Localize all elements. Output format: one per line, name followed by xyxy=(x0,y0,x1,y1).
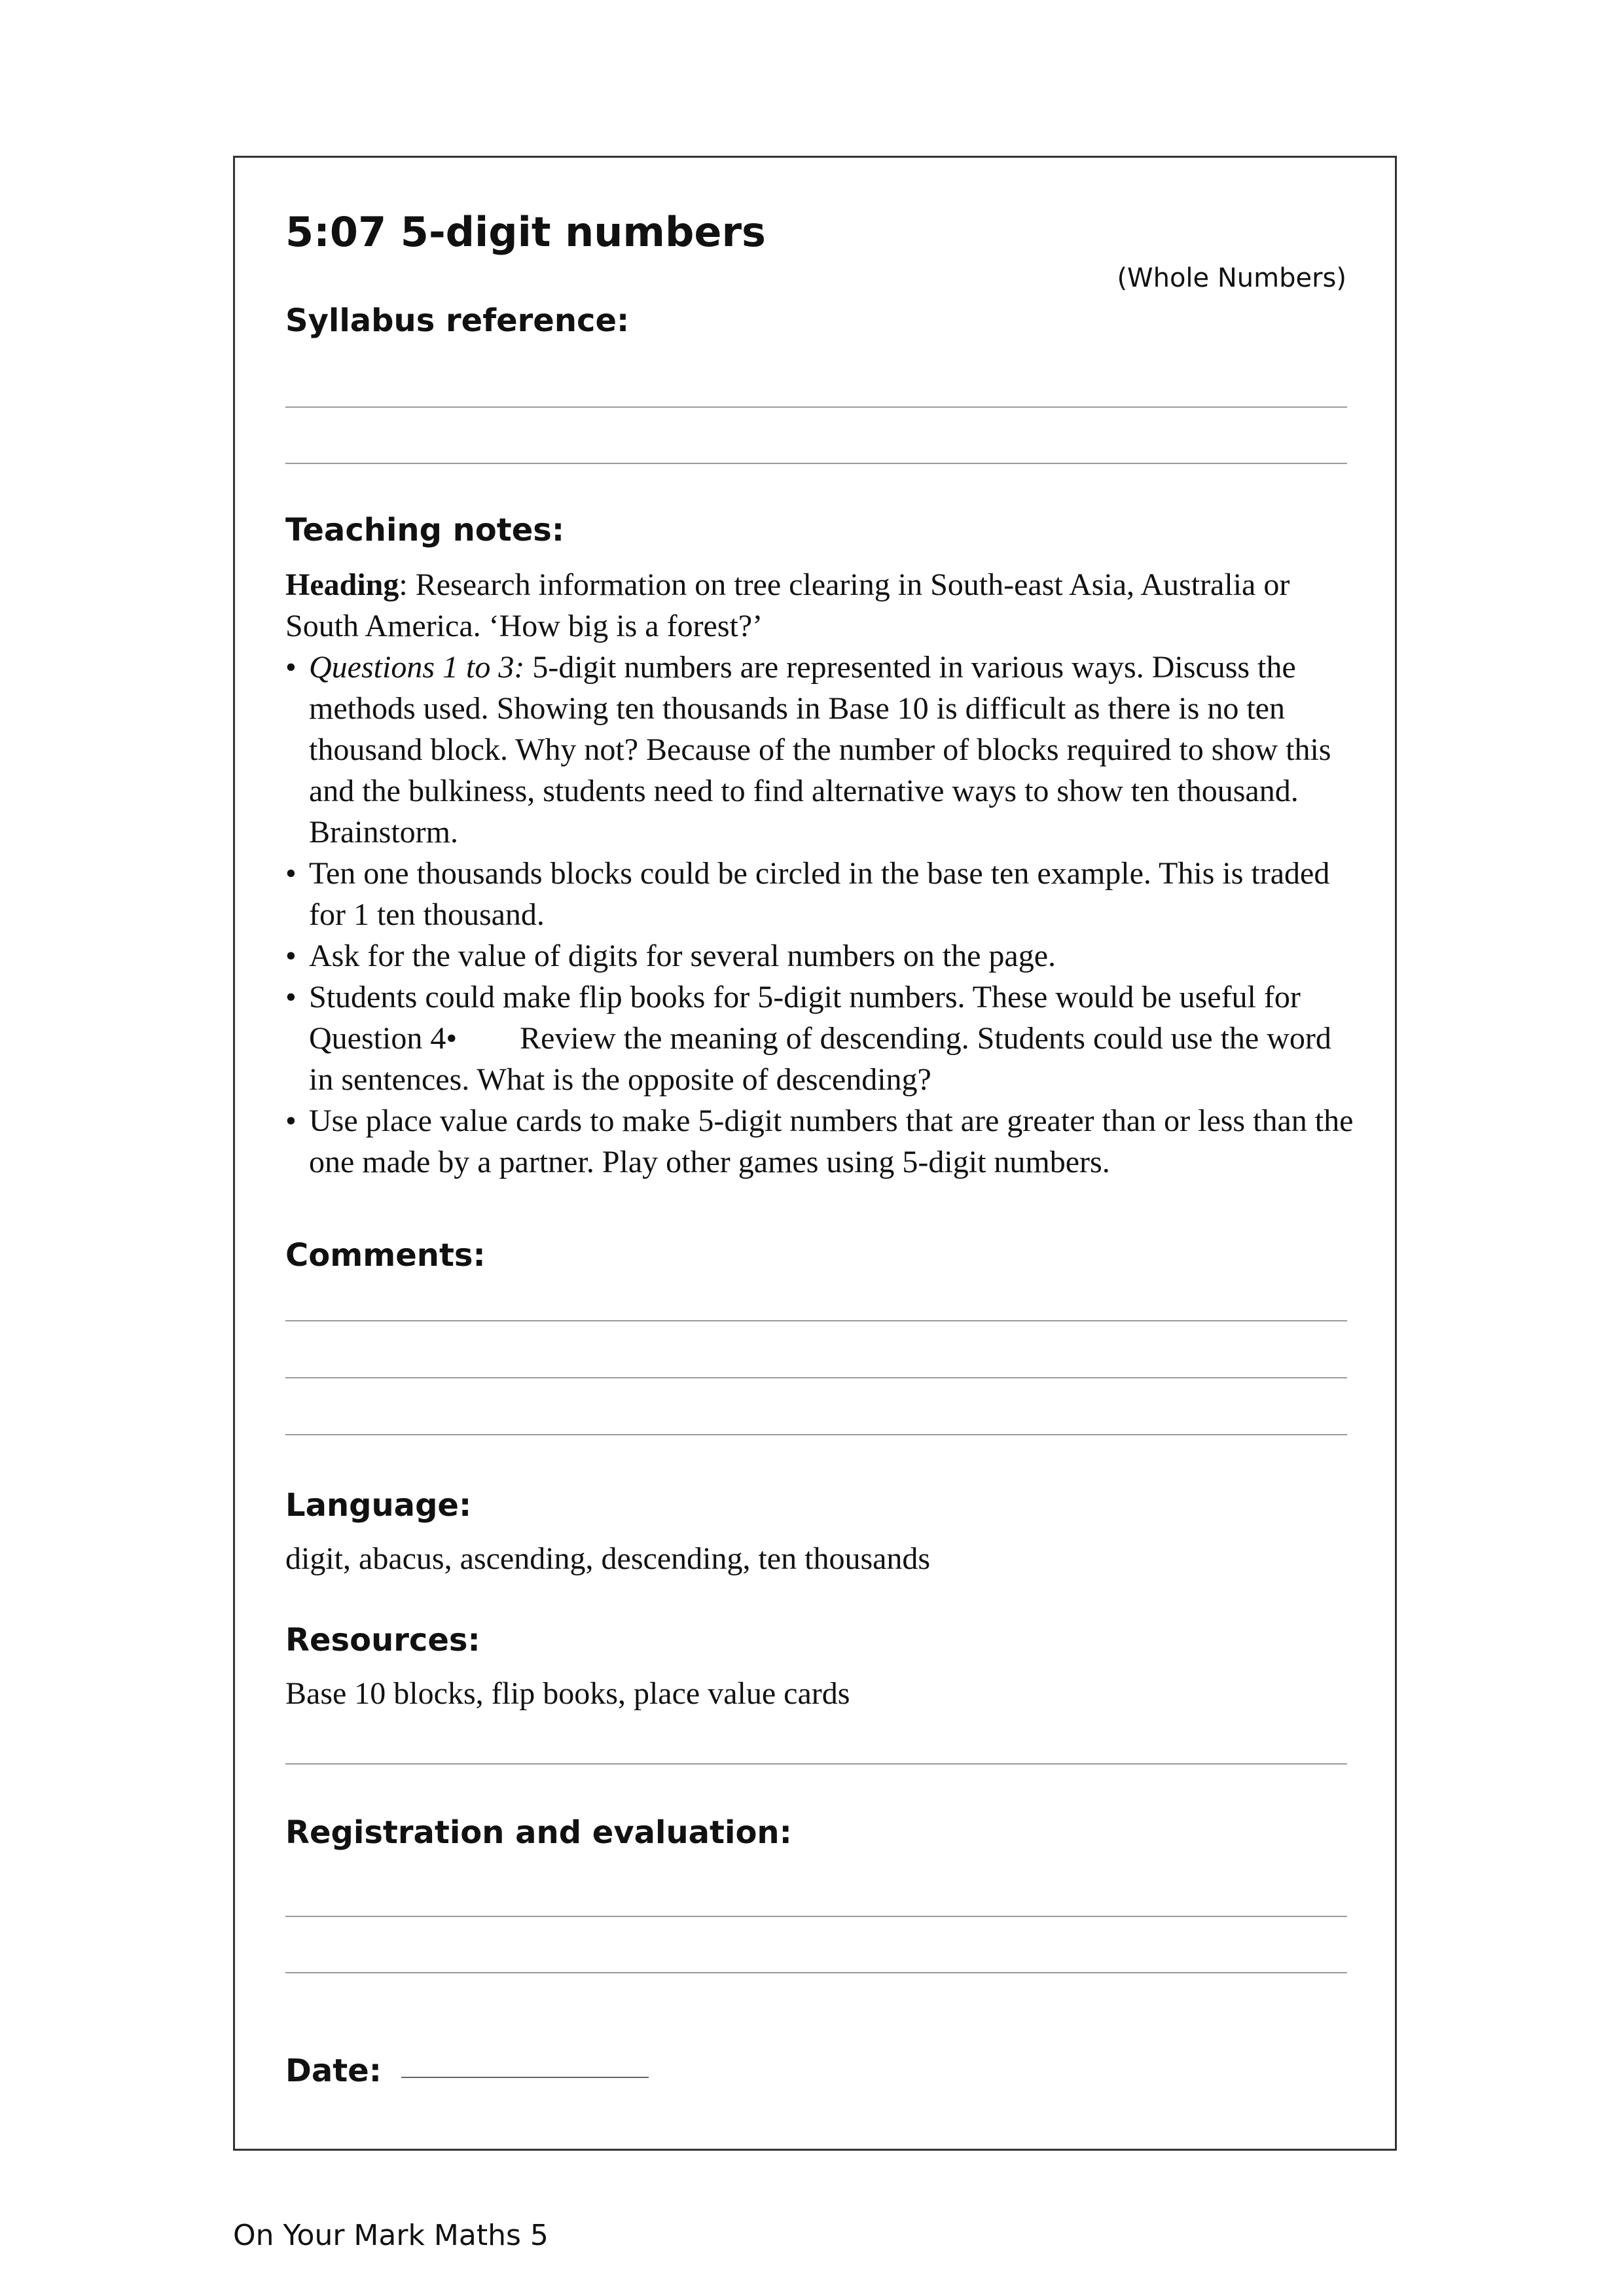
page-title: 5:07 5-digit numbers xyxy=(285,208,766,256)
teaching-notes-body xyxy=(285,564,1359,1183)
language-heading: Language: xyxy=(285,1487,472,1524)
date-line xyxy=(401,2077,649,2078)
resources-text: Base 10 blocks, flip books, place value cards xyxy=(285,1676,850,1711)
list-item xyxy=(285,977,1359,1100)
comments-line-2 xyxy=(285,1377,1347,1378)
bullet-italic-lead: Questions 1 to 3: xyxy=(309,650,525,685)
syllabus-heading: Syllabus reference: xyxy=(285,302,630,339)
page-footer: On Your Mark Maths 5 xyxy=(233,2219,549,2252)
strand-label: (Whole Numbers) xyxy=(1117,263,1346,293)
comments-line-3 xyxy=(285,1434,1347,1435)
notes-intro-text: : Research information on tree clearing in South-east Asia, Australia or South America. ‘How big is a forest?’ xyxy=(285,567,1290,643)
list-item xyxy=(285,935,1359,977)
list-item xyxy=(285,853,1359,935)
registration-line-2 xyxy=(285,1972,1347,1973)
comments-line-1 xyxy=(285,1320,1347,1321)
bullet-text: Ask for the value of digits for several numbers on the page. xyxy=(309,939,1056,973)
bullet-text: Use place value cards to make 5-digit numbers that are greater than or less than the one made by a partner. Play other games using 5-digit numbers. xyxy=(309,1103,1354,1179)
bullet-text: Ten one thousands blocks could be circled in the base ten example. This is traded for 1 ten thousand. xyxy=(309,856,1330,932)
bullet-text: 5-digit numbers are represented in various ways. Discuss the methods used. Showing ten thousands in Base 10 is difficult as there is no ten thousand block. Why not? Because of the number of blocks required to show this and the bulkiness, students need to find alternative ways to show ten thousand. Brainstorm. xyxy=(309,650,1331,850)
notes-bullet-list xyxy=(285,647,1359,1183)
resources-heading: Resources: xyxy=(285,1622,480,1659)
resources-line xyxy=(285,1763,1347,1765)
date-label: Date: xyxy=(285,2053,382,2089)
bullet-text: Students could make flip books for 5-digit numbers. These would be useful for Question 4• Review the meaning of descending. Students could use the word in sentences. What is the opposite of descending? xyxy=(309,980,1331,1097)
comments-heading: Comments: xyxy=(285,1237,486,1274)
notes-intro-label: Heading xyxy=(285,567,399,602)
registration-heading: Registration and evaluation: xyxy=(285,1814,792,1851)
syllabus-line-2 xyxy=(285,463,1347,464)
registration-line-1 xyxy=(285,1916,1347,1917)
language-text: digit, abacus, ascending, descending, ten thousands xyxy=(285,1541,931,1576)
list-item xyxy=(285,1100,1359,1183)
syllabus-line-1 xyxy=(285,406,1347,408)
teaching-notes-heading: Teaching notes: xyxy=(285,512,565,548)
list-item xyxy=(285,647,1359,853)
notes-intro xyxy=(285,564,1359,647)
